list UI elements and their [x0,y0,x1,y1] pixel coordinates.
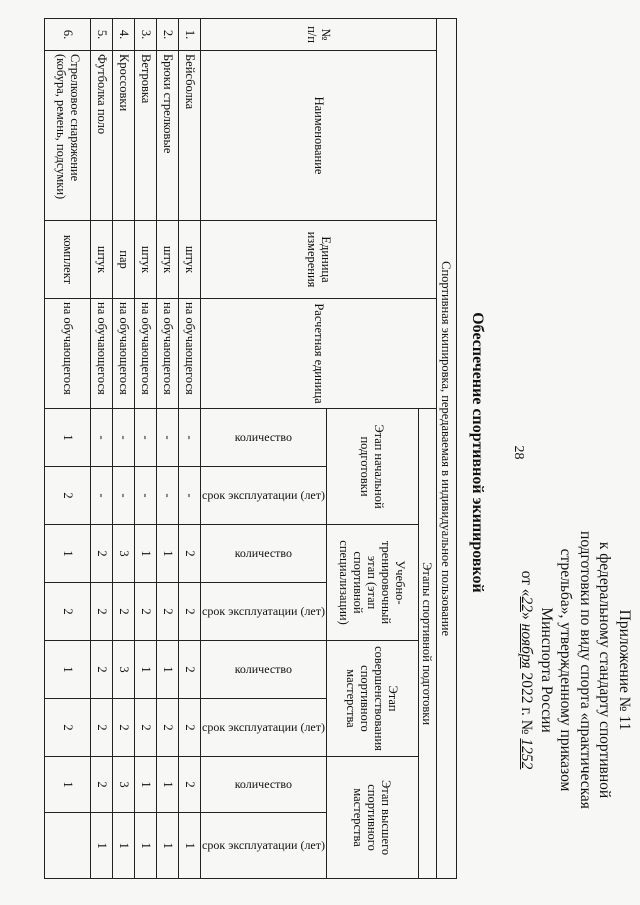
date-month: ноября [518,623,536,669]
header-name: Наименование [201,51,437,221]
row-value: 2 [91,641,113,699]
date-prefix: от « [518,570,536,597]
header-term: срок эксплуатации (лет) [202,720,325,734]
row-value: - [113,409,135,467]
table-row [135,19,157,879]
row-value: 1 [135,757,157,813]
header-term: срок эксплуатации (лет) [202,838,325,853]
date-day: 22 [518,596,536,613]
row-value: 2 [45,583,91,641]
row-value: - [179,409,201,467]
row-value: - [157,467,179,525]
header-stages: Этапы спортивной подготовки [419,409,437,879]
row-value: 2 [135,583,157,641]
row-calc-unit: на обучающегося [179,299,201,409]
header-qty: количество [234,546,293,560]
row-value: 1 [45,409,91,467]
row-value: 2 [179,525,201,583]
row-value: - [135,409,157,467]
header-calc-unit: Расчетная единица [201,299,437,409]
row-value: 2 [91,699,113,757]
header-term: срок эксплуатации (лет) [202,604,325,618]
date-year: 2022 г. № [518,672,536,735]
annex-line-4: стрельба», утвержденному приказом [557,548,575,792]
row-value: 2 [179,699,201,757]
row-unit: штук [91,221,113,299]
table-row [179,19,201,879]
row-value: 1 [135,641,157,699]
row-value: 1 [157,641,179,699]
page-number: 28 [511,445,526,460]
row-value: 2 [179,583,201,641]
row-number: 1. [179,19,201,51]
header-stage-1: Этап начальной подготовки [327,409,419,525]
header-num: № п/п [201,19,437,51]
annex-date-line [517,480,537,860]
row-number: 5. [91,19,113,51]
row-value: 1 [157,525,179,583]
row-name: Кроссовки [113,51,135,221]
row-unit: пар [113,221,135,299]
row-value: 3 [113,641,135,699]
row-value: 3 [113,757,135,813]
row-value: 2 [179,641,201,699]
row-value: 1 [91,813,113,879]
header-stage-4: Этап высшего спортивного мастерства [327,757,419,879]
row-unit: штук [157,221,179,299]
row-name: Бейсболка [179,51,201,221]
row-number: 2. [157,19,179,51]
row-value: 2 [179,757,201,813]
header-stage-3: Этап совершенствования спортивного мастерства [327,641,419,757]
row-calc-unit: на обучающегося [157,299,179,409]
row-value: 1 [45,641,91,699]
row-value: 2 [135,699,157,757]
row-value: 2 [113,583,135,641]
row-value [45,813,91,879]
header-qty: количество [234,662,293,676]
annex-line-1: Приложение № 11 [616,609,633,731]
table-row [45,19,91,879]
row-value: - [157,409,179,467]
row-unit: штук [135,221,157,299]
row-value: - [91,409,113,467]
header-qty: количество [234,430,293,444]
row-value: 1 [135,813,157,879]
annex-block [517,480,634,860]
row-number: 4. [113,19,135,51]
row-value: 1 [135,525,157,583]
header-term: срок эксплуатации (лет) [202,488,325,502]
table-row [91,19,113,879]
row-value: - [135,467,157,525]
row-value: 1 [45,525,91,583]
row-value: 2 [113,699,135,757]
annex-line-5: Минспорта России [538,607,555,733]
row-value: - [91,467,113,525]
row-value: 1 [45,757,91,813]
row-calc-unit: на обучающегося [91,299,113,409]
row-value: 1 [157,813,179,879]
order-number: 1252 [518,738,536,770]
row-value: - [179,467,201,525]
date-mid: » [518,612,536,620]
header-qty: количество [234,777,293,791]
row-calc-unit: на обучающегося [135,299,157,409]
row-value: 2 [91,757,113,813]
annex-line-3: подготовки по виду спорта «практическая [577,531,594,809]
row-number: 3. [135,19,157,51]
row-value: 2 [91,525,113,583]
row-name: Ветровка [135,51,157,221]
row-value: 2 [157,583,179,641]
row-value: 2 [45,467,91,525]
row-unit: комплект [45,221,91,299]
header-unit: Единица измерения [201,221,437,299]
row-value: 2 [157,699,179,757]
table-row [113,19,135,879]
document-title: Обеспечение спортивной экипировкой [469,312,486,593]
row-value: 2 [91,583,113,641]
header-stage-2: Учебно-тренировочный этап (этап спортивной специализации) [327,525,419,641]
row-value: 3 [113,525,135,583]
table-row [157,19,179,879]
row-value: 1 [113,813,135,879]
row-value: 1 [179,813,201,879]
row-name: Футболка поло [91,51,113,221]
row-value: 1 [157,757,179,813]
annex-line-2: к федеральному стандарту спортивной [596,541,614,799]
row-name: Брюки стрелковые [157,51,179,221]
row-value: 2 [45,699,91,757]
row-unit: штук [179,221,201,299]
row-number: 6. [45,19,91,51]
row-calc-unit: на обучающегося [45,299,91,409]
equipment-table [44,18,457,879]
row-value: - [113,467,135,525]
table-caption: Спортивная экипировка, передаваемая в индивидуальное пользование [437,19,457,879]
table-body [45,19,201,879]
row-calc-unit: на обучающегося [113,299,135,409]
row-name: Стрелковое снаряжение (кобура, ремень, подсумки) [45,51,91,221]
